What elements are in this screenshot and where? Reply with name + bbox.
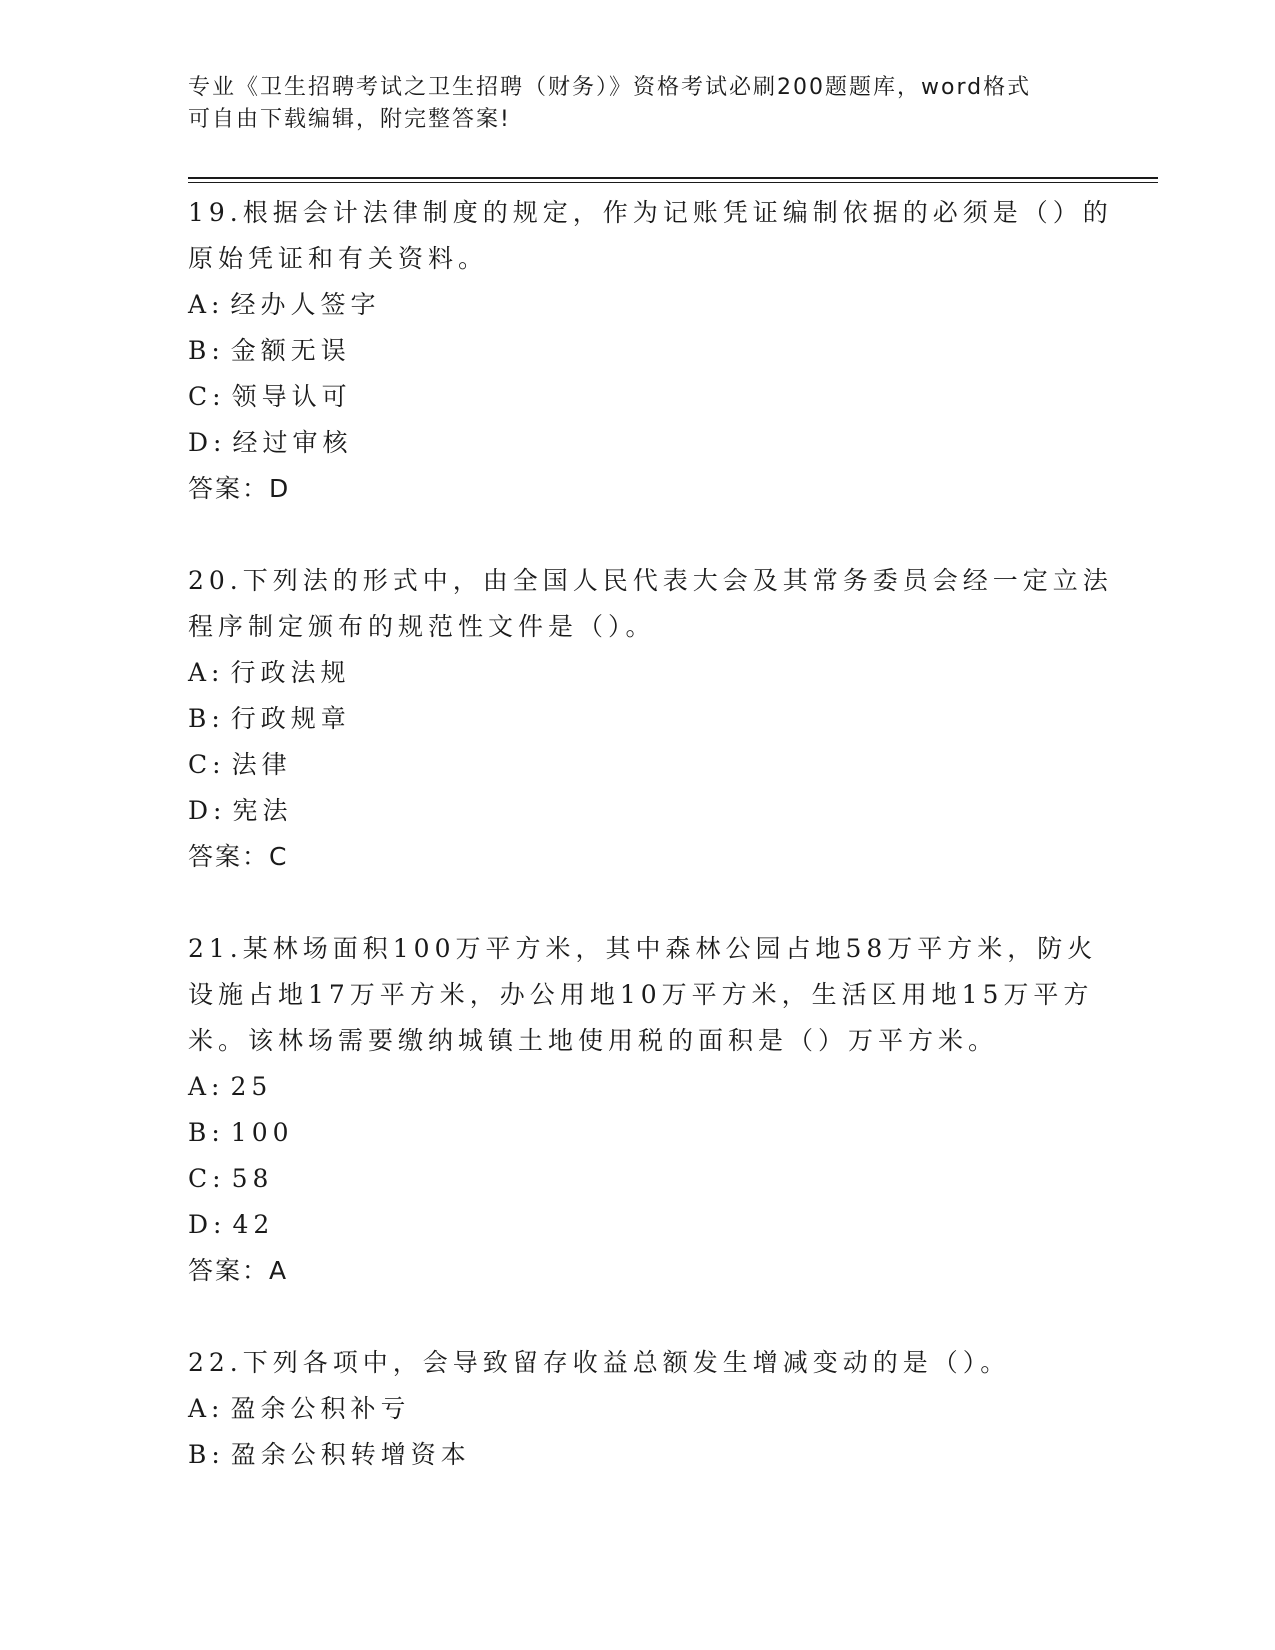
option-letter: B:	[188, 1440, 225, 1469]
option-letter: A:	[188, 1394, 225, 1423]
answer-label: 答案：A	[188, 1256, 289, 1285]
option-letter: C:	[188, 750, 226, 779]
option-c	[188, 742, 1088, 788]
option-text: 领导认可	[231, 382, 352, 411]
question-22	[188, 1340, 1088, 1478]
option-text: 法律	[231, 750, 292, 779]
option-b	[188, 328, 1088, 374]
option-text: 100	[230, 1118, 294, 1147]
option-a	[188, 1386, 1088, 1432]
option-b	[188, 1110, 1088, 1156]
answer-label: 答案：C	[188, 842, 289, 871]
option-c	[188, 374, 1088, 420]
option-text: 行政法规	[230, 658, 351, 687]
question-text-line: 米。该林场需要缴纳城镇土地使用税的面积是（）万平方米。	[188, 1026, 999, 1055]
option-letter: C:	[188, 1164, 226, 1193]
option-d	[188, 788, 1088, 834]
document-header	[188, 72, 1088, 136]
option-letter: B:	[188, 336, 225, 365]
option-a	[188, 650, 1088, 696]
question-spacer	[188, 880, 1088, 926]
option-text: 经过审核	[232, 428, 353, 457]
option-letter: D:	[188, 428, 227, 457]
question-spacer	[188, 512, 1088, 558]
option-text: 盈余公积补亏	[230, 1394, 411, 1423]
question-20	[188, 558, 1113, 880]
question-text-line: 设施占地17万平方米，办公用地10万平方米，生活区用地15万平方	[188, 980, 1094, 1009]
header-divider-thick	[188, 177, 1158, 179]
option-letter: A:	[188, 290, 225, 319]
header-line-2: 可自由下载编辑，附完整答案!	[188, 107, 511, 132]
option-a	[188, 282, 1088, 328]
option-text: 经办人签字	[230, 290, 381, 319]
option-letter: B:	[188, 704, 225, 733]
option-c	[188, 1156, 1088, 1202]
option-letter: D:	[188, 796, 227, 825]
question-21	[188, 926, 1098, 1294]
option-d	[188, 420, 1088, 466]
question-text-line: 程序制定颁布的规范性文件是（）。	[188, 612, 656, 641]
option-text: 金额无误	[230, 336, 351, 365]
question-text-line: 22.下列各项中，会导致留存收益总额发生增减变动的是（）。	[188, 1348, 1011, 1377]
option-text: 宪法	[232, 796, 293, 825]
option-letter: C:	[188, 382, 226, 411]
question-text-line: 21.某林场面积100万平方米，其中森林公园占地58万平方米，防火	[188, 934, 1098, 963]
option-a	[188, 1064, 1088, 1110]
option-text: 行政规章	[230, 704, 351, 733]
option-letter: A:	[188, 658, 225, 687]
question-text-line: 19.根据会计法律制度的规定，作为记账凭证编制依据的必须是（）的	[188, 198, 1113, 227]
option-text: 25	[230, 1072, 273, 1101]
option-text: 58	[231, 1164, 274, 1193]
question-list	[188, 190, 1113, 1478]
option-letter: A:	[188, 1072, 225, 1101]
answer-label: 答案：D	[188, 474, 291, 503]
question-text-line: 原始凭证和有关资料。	[188, 244, 489, 273]
option-b	[188, 696, 1088, 742]
option-text: 42	[232, 1210, 275, 1239]
question-text-line: 20.下列法的形式中，由全国人民代表大会及其常务委员会经一定立法	[188, 566, 1113, 595]
header-divider-thin	[188, 182, 1158, 183]
question-spacer	[188, 1294, 1088, 1340]
option-d	[188, 1202, 1088, 1248]
question-19	[188, 190, 1113, 512]
option-b	[188, 1432, 1088, 1478]
header-line-1: 专业《卫生招聘考试之卫生招聘（财务）》资格考试必刷200题题库，word格式	[188, 75, 1032, 100]
option-letter: B:	[188, 1118, 225, 1147]
option-text: 盈余公积转增资本	[230, 1440, 471, 1469]
option-letter: D:	[188, 1210, 227, 1239]
